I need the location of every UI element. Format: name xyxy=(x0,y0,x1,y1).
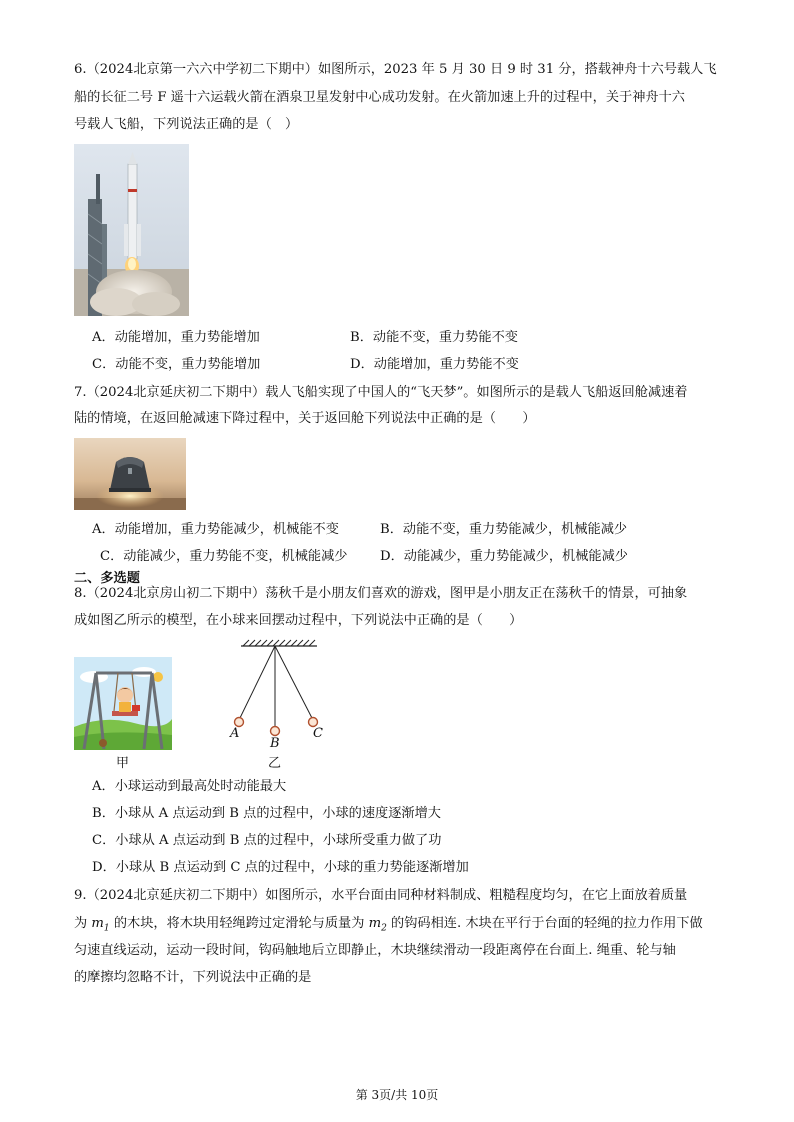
q9-text-b: 的木块，将木块用轻绳跨过定滑轮与质量为 xyxy=(109,916,369,931)
q7-option-d: D．动能减少，重力势能减少，机械能减少 xyxy=(380,549,628,564)
q7-line-2: 陆的情境，在返回舱减速下降过程中，关于返回舱下列说法中正确的是（ ） xyxy=(74,411,536,426)
q8-option-a: A．小球运动到最高处时动能最大 xyxy=(92,779,287,794)
point-label-a: A xyxy=(230,726,240,741)
point-label-c: C xyxy=(313,726,323,741)
q6-option-a: A．动能增加，重力势能增加 xyxy=(92,330,260,345)
q9-line-1: 9.（2024北京延庆初二下期中）如图所示，水平台面由同种材料制成、粗糙程度均匀，在它上面放着质量 xyxy=(74,888,688,903)
section-heading: 二、多选题 xyxy=(74,571,140,586)
q7-line-1: 7.（2024北京延庆初二下期中）载人飞船实现了中国人的“飞天梦”。如图所示的是载人飞船返回舱减速着 xyxy=(74,385,688,400)
q9-line-3: 匀速直线运动，运动一段时间，钩码触地后立即静止，木块继续滑动一段距离停在台面上. 绳重、轮与轴 xyxy=(74,943,676,958)
mass-m1: $m_1$ xyxy=(91,916,110,934)
q7-option-b: B．动能不变，重力势能减少，机械能减少 xyxy=(380,522,628,537)
rocket-launch-photo xyxy=(74,144,189,316)
q6-option-b: B．动能不变，重力势能不变 xyxy=(350,330,518,345)
q6-line-2: 船的长征二号 F 遥十六运载火箭在酒泉卫星发射中心成功发射。在火箭加速上升的过程中，关于神舟十六 xyxy=(74,90,685,105)
q6-option-d: D．动能增加，重力势能不变 xyxy=(350,357,519,372)
return-capsule-photo xyxy=(74,438,186,510)
q7-option-c: C．动能减少，重力势能不变，机械能减少 xyxy=(100,549,348,564)
q8-option-d: D．小球从 B 点运动到 C 点的过程中，小球的重力势能逐渐增加 xyxy=(92,860,469,875)
q7-option-a: A．动能增加，重力势能减少，机械能不变 xyxy=(92,522,339,537)
swing-illustration xyxy=(74,657,172,750)
page-number-footer: 第 3页/共 10页 xyxy=(355,1088,439,1102)
q6-option-c: C．动能不变，重力势能增加 xyxy=(92,357,261,372)
q9-line-2 xyxy=(74,914,722,939)
q9-line-4: 的摩擦均忽略不计，下列说法中正确的是 xyxy=(74,970,312,985)
mass-m2: $m_2$ xyxy=(368,916,387,934)
q8-line-1: 8.（2024北京房山初二下期中）荡秋千是小朋友们喜欢的游戏，图甲是小朋友正在荡秋千的情景，可抽象 xyxy=(74,586,688,601)
q9-text-a: 为 xyxy=(74,916,92,931)
point-label-b: B xyxy=(270,736,280,751)
q8-option-b: B．小球从 A 点运动到 B 点的过程中，小球的速度逐渐增大 xyxy=(92,806,441,821)
q6-line-3: 号载人飞船，下列说法正确的是（ ） xyxy=(74,117,299,132)
figure-label-yi: 乙 xyxy=(268,756,282,771)
q9-text-c: 的钩码相连. 木块在平行于台面的轻绳的拉力作用下做 xyxy=(386,916,703,931)
q8-option-c: C．小球从 A 点运动到 B 点的过程中，小球所受重力做了功 xyxy=(92,833,442,848)
figure-label-jia: 甲 xyxy=(116,756,130,771)
q6-line-1: 6.（2024北京第一六六中学初二下期中）如图所示，2023 年 5 月 30 日 9 时 31 分，搭载神舟十六号载人飞 xyxy=(74,62,717,77)
q8-line-2: 成如图乙所示的模型，在小球来回摆动过程中，下列说法中正确的是（ ） xyxy=(74,613,523,628)
